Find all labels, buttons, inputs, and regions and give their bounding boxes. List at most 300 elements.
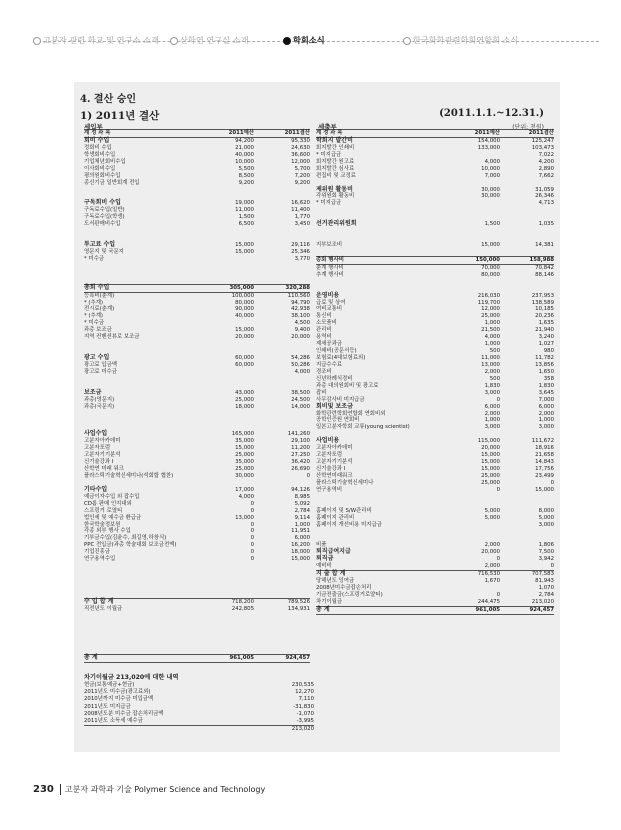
budget-value: 5,000 (484, 514, 500, 521)
expense-row (316, 159, 554, 166)
budget-value: 15,000 (481, 242, 500, 248)
budget-value: 15,000 (481, 452, 500, 459)
income-header: 세입부 (84, 123, 103, 131)
actual-value: 3,942 (538, 556, 554, 563)
budget-value: 1,500 (238, 214, 254, 221)
income-row (84, 570, 310, 577)
expense-row (316, 265, 554, 272)
income-row (84, 334, 310, 341)
income-row (84, 235, 310, 242)
header-actual: 2011결산 (528, 130, 554, 136)
budget-value: 165,000 (231, 431, 254, 438)
budget-value: 25,000 (235, 396, 254, 403)
budget-value: 13,000 (481, 361, 500, 368)
budget-value: 20,000 (481, 549, 500, 556)
budget-value: 3,000 (484, 389, 500, 396)
expense-row (316, 501, 554, 508)
budget-value: 961,005 (229, 655, 254, 662)
account-name: 총 계 (84, 654, 98, 662)
actual-value: 9,400 (294, 327, 310, 334)
header-budget: 2011예산 (474, 130, 500, 136)
budget-value: 119,700 (477, 299, 500, 306)
budget-value: 15,000 (235, 248, 254, 255)
actual-value: 8,000 (538, 507, 554, 514)
account-name: 예비비 (316, 563, 332, 570)
budget-value: 10,000 (235, 158, 254, 165)
budget-value: 80,000 (235, 299, 254, 306)
actual-value: 6,000 (294, 535, 310, 542)
account-name: 여비교통비 (316, 306, 343, 313)
expense-row (316, 152, 554, 159)
actual-value: 50,286 (291, 361, 310, 368)
carryover-row (84, 696, 314, 703)
actual-value: 237,953 (531, 292, 554, 299)
account-name: 사무감사비 미지급금 (316, 396, 365, 403)
actual-value: 17,756 (535, 466, 554, 472)
budget-value: 3,000 (484, 424, 500, 431)
budget-value: 15,000 (235, 327, 254, 334)
actual-value: 158,988 (529, 256, 554, 263)
actual-value: 21,658 (535, 452, 554, 459)
actual-value: 0 (306, 472, 310, 479)
expense-row (316, 362, 554, 369)
account-name: 관리비 (316, 327, 332, 334)
account-name: 추계 행사비 (316, 271, 344, 278)
page-footer (33, 784, 265, 795)
income-row (84, 620, 310, 627)
expense-row (316, 515, 554, 522)
income-row (84, 242, 310, 249)
actual-value: 980 (543, 348, 554, 355)
account-name: 2008년미수금잡손처리 (316, 584, 372, 591)
expense-row (316, 522, 554, 529)
account-name: 신기술강좌 I (84, 459, 114, 466)
account-name: 홈페이지 개선비용 미지급금 (316, 521, 382, 528)
budget-value: 115,000 (477, 438, 500, 445)
expense-row (316, 249, 554, 256)
budget-value: 1,000 (484, 417, 500, 424)
account-name: 잡비 (316, 389, 327, 396)
actual-value: 924,457 (529, 606, 554, 613)
budget-value: 35,000 (235, 438, 254, 445)
account-name: 산학연미래워크 (316, 472, 353, 479)
actual-value: 7,662 (538, 172, 554, 179)
account-name: 광고 수입 (84, 354, 110, 361)
account-name: 사업수입 (84, 430, 108, 438)
expense-row (316, 528, 554, 535)
account-name: 신년하례식경비 (316, 375, 353, 382)
account-name: 과총(국문지) (84, 403, 115, 410)
income-column-header (84, 130, 310, 138)
account-name: 인쇄비(공문서등) (316, 348, 357, 355)
budget-value: 10,000 (481, 165, 500, 172)
income-row (84, 369, 310, 376)
budget-value: 25,000 (235, 466, 254, 472)
income-row (84, 598, 310, 606)
expense-row (316, 193, 554, 200)
budget-value: 5,500 (238, 165, 254, 172)
income-row (84, 466, 310, 473)
expense-row (316, 242, 554, 249)
account-name: 과총 대의원회비 및 광고료 (316, 382, 379, 389)
account-name: 학회지 발간비 (316, 136, 353, 144)
expense-row (316, 235, 554, 242)
budget-value: 21,000 (235, 144, 254, 151)
account-name: 지역 컨벤션뷰로 보조금 (84, 334, 140, 341)
actual-value: 11,951 (291, 528, 310, 535)
budget-value: 17,000 (235, 486, 254, 493)
account-name: 학생회비수입 (84, 151, 116, 158)
budget-value: 30,000 (235, 472, 254, 479)
actual-value: 81,943 (535, 578, 554, 584)
actual-value: 70,842 (535, 264, 554, 271)
income-row (84, 542, 310, 549)
income-row (84, 145, 310, 152)
carryover-item: 현금(보통예금+현금) (84, 682, 135, 688)
expense-header: 세출부 (318, 123, 337, 131)
actual-value: 5,000 (538, 514, 554, 521)
budget-value: 94,200 (235, 137, 254, 144)
actual-value: 2,000 (538, 410, 554, 417)
account-name: PPC 전입금(과총 학술대회 보조금전액) (84, 542, 177, 549)
actual-value: 11,200 (291, 445, 310, 452)
actual-value: 29,100 (291, 438, 310, 445)
account-name: 회비및 보조금 (316, 402, 353, 410)
nav-item-schools[interactable]: 고분자 관련 학교 및 연구소 소개 (33, 35, 159, 46)
expense-row (316, 487, 554, 494)
account-name: 지급수수료 (316, 361, 343, 368)
header-budget: 2011예산 (228, 130, 254, 136)
budget-value: 80,000 (481, 271, 500, 278)
actual-value: 134,931 (287, 605, 310, 612)
account-name: 예금이자수입 외 잡수입 (84, 493, 140, 500)
account-name: 신기술강좌 I (316, 466, 346, 472)
carryover-amount: -31,830 (293, 703, 314, 710)
expense-row (316, 556, 554, 563)
income-row (84, 640, 310, 647)
income-row (84, 173, 310, 180)
expense-row (316, 327, 554, 334)
actual-value: 14,843 (535, 459, 554, 466)
actual-value: 20,000 (291, 334, 310, 341)
account-name: 보험료(4대보험료외) (316, 355, 366, 361)
bullet-icon (170, 37, 178, 45)
expense-row (316, 138, 554, 145)
expense-table (316, 129, 554, 658)
expense-row (316, 606, 554, 615)
expense-row (316, 313, 554, 320)
budget-value: 19,000 (235, 200, 254, 207)
income-row (84, 613, 310, 620)
expense-row (316, 355, 554, 362)
account-name: 총 계 (316, 605, 330, 613)
income-row (84, 634, 310, 641)
actual-value: 0 (550, 563, 554, 570)
actual-value: 1,027 (538, 341, 554, 348)
budget-value: 0 (250, 535, 254, 542)
actual-value: 36,420 (291, 459, 310, 466)
budget-value: 60,000 (235, 355, 254, 361)
account-name: CD롬 판매 인지대외 (84, 500, 132, 507)
actual-value: 358 (543, 375, 554, 382)
expense-row (316, 166, 554, 173)
budget-value: 6,000 (484, 403, 500, 410)
actual-value: 2,784 (294, 507, 310, 514)
income-row (84, 501, 310, 508)
budget-value: 20,000 (235, 334, 254, 341)
income-row (84, 417, 310, 424)
budget-value: 15,000 (235, 445, 254, 452)
expense-row (316, 563, 554, 570)
actual-value: 3,000 (538, 424, 554, 431)
actual-value: 4,713 (538, 200, 554, 207)
budget-value: 25,000 (481, 313, 500, 320)
account-name: 당해년도 잉여금 (316, 578, 355, 584)
budget-value: 40,000 (235, 151, 254, 158)
budget-value: 90,000 (235, 306, 254, 313)
income-row (84, 166, 310, 173)
actual-value: 7,000 (538, 396, 554, 403)
bullet-icon (283, 37, 291, 45)
header-account: 계 정 과 목 (316, 130, 343, 136)
account-name: 춘계 행사비 (316, 264, 344, 271)
budget-value: 0 (250, 521, 254, 528)
budget-value: 12,000 (481, 306, 500, 313)
actual-value: 7,022 (538, 151, 554, 158)
income-row (84, 341, 310, 348)
income-row (84, 313, 310, 320)
actual-value: 707,583 (531, 571, 554, 578)
income-row (84, 606, 310, 613)
carryover-row (84, 710, 314, 718)
account-name: * (추계) (84, 313, 104, 320)
budget-value: 133,000 (477, 144, 500, 151)
actual-value: 20,236 (535, 313, 554, 320)
actual-value: 4,000 (294, 368, 310, 375)
budget-value: 21,500 (481, 327, 500, 334)
carryover-item: 2011년도 미지급금 (84, 703, 131, 710)
actual-value: 88,146 (535, 271, 554, 278)
expense-row (316, 256, 554, 265)
carryover-amount: 12,270 (295, 689, 314, 696)
budget-value: 2,000 (484, 563, 500, 570)
account-name: 과총 보조금 (84, 327, 112, 334)
budget-value: 2,000 (484, 542, 500, 549)
expense-row (316, 390, 554, 397)
account-name: 제세공과금 (316, 341, 343, 348)
income-row (84, 591, 310, 598)
nav-item-federation[interactable]: 한국화학관련학회연합회 소식 (403, 35, 518, 46)
budget-value: 11,000 (235, 207, 254, 214)
account-name: 통신비 (316, 313, 332, 320)
account-name: 고분자포럼 (84, 445, 111, 452)
budget-value: 18,000 (235, 403, 254, 410)
actual-value: 15,000 (291, 556, 310, 563)
account-name: 정회비 수입 (84, 144, 112, 151)
account-name: 플라스틱기술혁신세미나(석회합 협찬) (84, 472, 174, 479)
budget-value: 0 (250, 549, 254, 556)
actual-value: 3,770 (294, 255, 310, 262)
expense-row (316, 542, 554, 549)
account-name: 운영비용 (316, 291, 340, 299)
actual-value: 125,247 (531, 137, 554, 144)
account-name: * 미수금 (84, 255, 105, 262)
expense-row (316, 200, 554, 207)
bullet-icon (33, 37, 41, 45)
carryover-breakdown (84, 672, 314, 733)
account-name: 평의원회비수입 (84, 172, 121, 179)
account-name: 총회 수입 (84, 283, 110, 291)
account-name: 회지발간 심사료 (316, 165, 355, 172)
budget-value: 1,500 (484, 221, 500, 228)
budget-value: 4,000 (484, 334, 500, 341)
carryover-amount: -1,070 (296, 710, 314, 717)
income-row (84, 556, 310, 563)
account-name: 기업체년회비수입 (84, 158, 126, 165)
income-row (84, 306, 310, 313)
budget-value: 242,805 (231, 605, 254, 612)
expense-row (316, 369, 554, 376)
expense-row (316, 549, 554, 556)
account-name: 회지발간 인쇄비 (316, 144, 355, 151)
budget-value: 2,000 (484, 410, 500, 417)
budget-value: 0 (496, 486, 500, 493)
account-name: 총회 행사비 (316, 256, 344, 263)
actual-value: 94,126 (291, 486, 310, 493)
carryover-item: 2011년도 미수금(광고료외) (84, 689, 151, 696)
actual-value: 110,560 (287, 292, 310, 299)
account-name: 구독료수입(일반) (84, 207, 125, 214)
account-name: * (추계) (84, 299, 104, 306)
actual-value: 11,782 (535, 355, 554, 361)
income-row (84, 263, 310, 270)
carryover-title: 차기이월금 213,020에 대한 내역 (84, 674, 179, 681)
carryover-item: 2008년도분 미수금 잡손처리금액 (84, 710, 164, 717)
income-row (84, 452, 310, 459)
expense-row (316, 300, 554, 307)
actual-value: 4,200 (538, 158, 554, 165)
income-row (84, 459, 310, 466)
income-row (84, 627, 310, 634)
income-row (84, 390, 310, 397)
account-name: 고분자아카데미 (316, 445, 353, 452)
account-name: 산학연 미래 워크 (84, 466, 124, 472)
income-row (84, 300, 310, 307)
account-name: 고분자포럼 (316, 452, 343, 459)
actual-value: 138,589 (531, 299, 554, 306)
expense-row (316, 173, 554, 180)
income-table (84, 129, 310, 662)
expense-row (316, 293, 554, 300)
nav-item-labs[interactable]: 산학연 연구실 소개 (170, 35, 248, 46)
account-name: 사업비용 (316, 437, 340, 445)
section-title: 4. 결산 승인 (80, 94, 137, 105)
budget-value: 500 (489, 348, 500, 355)
account-name: 종신기금 일반회계 전입 (84, 179, 140, 186)
actual-value: 1,806 (538, 542, 554, 549)
actual-value: 27,250 (291, 452, 310, 459)
expense-row (316, 599, 554, 606)
account-name: 광고료 미수금 (84, 368, 117, 375)
actual-value: 16,620 (291, 200, 310, 207)
income-row (84, 424, 310, 431)
actual-value: 14,381 (535, 242, 554, 248)
income-row (84, 654, 310, 663)
bullet-icon (403, 37, 411, 45)
actual-value: 29,116 (291, 242, 310, 248)
actual-value: 3,450 (294, 221, 310, 228)
expense-row (316, 286, 554, 293)
budget-value: 15,000 (235, 242, 254, 248)
account-name: 기부금수입(김윤수, 최길영,하창식) (84, 535, 167, 542)
budget-value: 70,000 (481, 264, 500, 271)
actual-value: 26,346 (535, 193, 554, 200)
carryover-amount: 230,535 (291, 682, 314, 688)
income-row (84, 494, 310, 501)
account-name: 제위원 활동비 (316, 185, 353, 193)
account-name: 용역비 (316, 334, 332, 341)
account-name: 퇴직금 (316, 555, 334, 563)
income-row (84, 397, 310, 404)
account-name: 홈페이지 및 S/W관리비 (316, 507, 372, 514)
budget-value: 8,500 (238, 172, 254, 179)
actual-value: 26,690 (291, 466, 310, 472)
account-name: 전시료(춘계) (84, 306, 115, 313)
budget-value: 13,000 (235, 514, 254, 521)
account-name: 도서판매비수입 (84, 221, 121, 228)
income-row (84, 647, 310, 654)
actual-value: 2,890 (538, 165, 554, 172)
expense-row (316, 494, 554, 501)
carryover-row (84, 703, 314, 711)
budget-value: 1,830 (484, 382, 500, 389)
account-name: 소모품비 (316, 320, 337, 327)
account-name: 수 입 합 계 (84, 597, 114, 605)
actual-value: 18,000 (291, 549, 310, 556)
actual-value: 3,000 (538, 521, 554, 528)
account-name: 지부보조비 (316, 242, 343, 248)
actual-value: 1,830 (538, 382, 554, 389)
expense-row (316, 279, 554, 286)
expense-row (316, 431, 554, 438)
account-name: 고분자아카데미 (84, 438, 121, 445)
budget-value: 0 (250, 507, 254, 514)
nav-item-society-news[interactable]: 학회소식 (283, 35, 325, 46)
expense-row (316, 466, 554, 473)
header-actual: 2011결산 (284, 130, 310, 136)
expense-row (316, 145, 554, 152)
account-name: 법인세 및 예수금 환급금 (84, 514, 142, 521)
actual-value: 38,100 (291, 313, 310, 320)
account-name: 고분자기기분석 (316, 459, 353, 466)
account-name: * 미지급금 (316, 200, 342, 207)
income-row (84, 404, 310, 411)
income-row (84, 293, 310, 300)
account-name: 과총(영문지) (84, 396, 115, 403)
actual-value: 7,500 (538, 549, 554, 556)
account-name: 이사회비수입 (84, 165, 116, 172)
actual-value: 12,000 (291, 158, 310, 165)
page-number: 230 (33, 784, 61, 795)
budget-value: 150,000 (475, 256, 500, 263)
expense-row (316, 306, 554, 313)
budget-value: 30,000 (481, 186, 500, 193)
expense-row (316, 578, 554, 585)
account-name: 공학인증원 연회비 (316, 417, 360, 424)
account-name: 지 출 합 계 (316, 570, 346, 578)
account-name: 기금전출금(스프링거로얄티) (316, 591, 383, 598)
actual-value: 95,330 (291, 137, 310, 144)
